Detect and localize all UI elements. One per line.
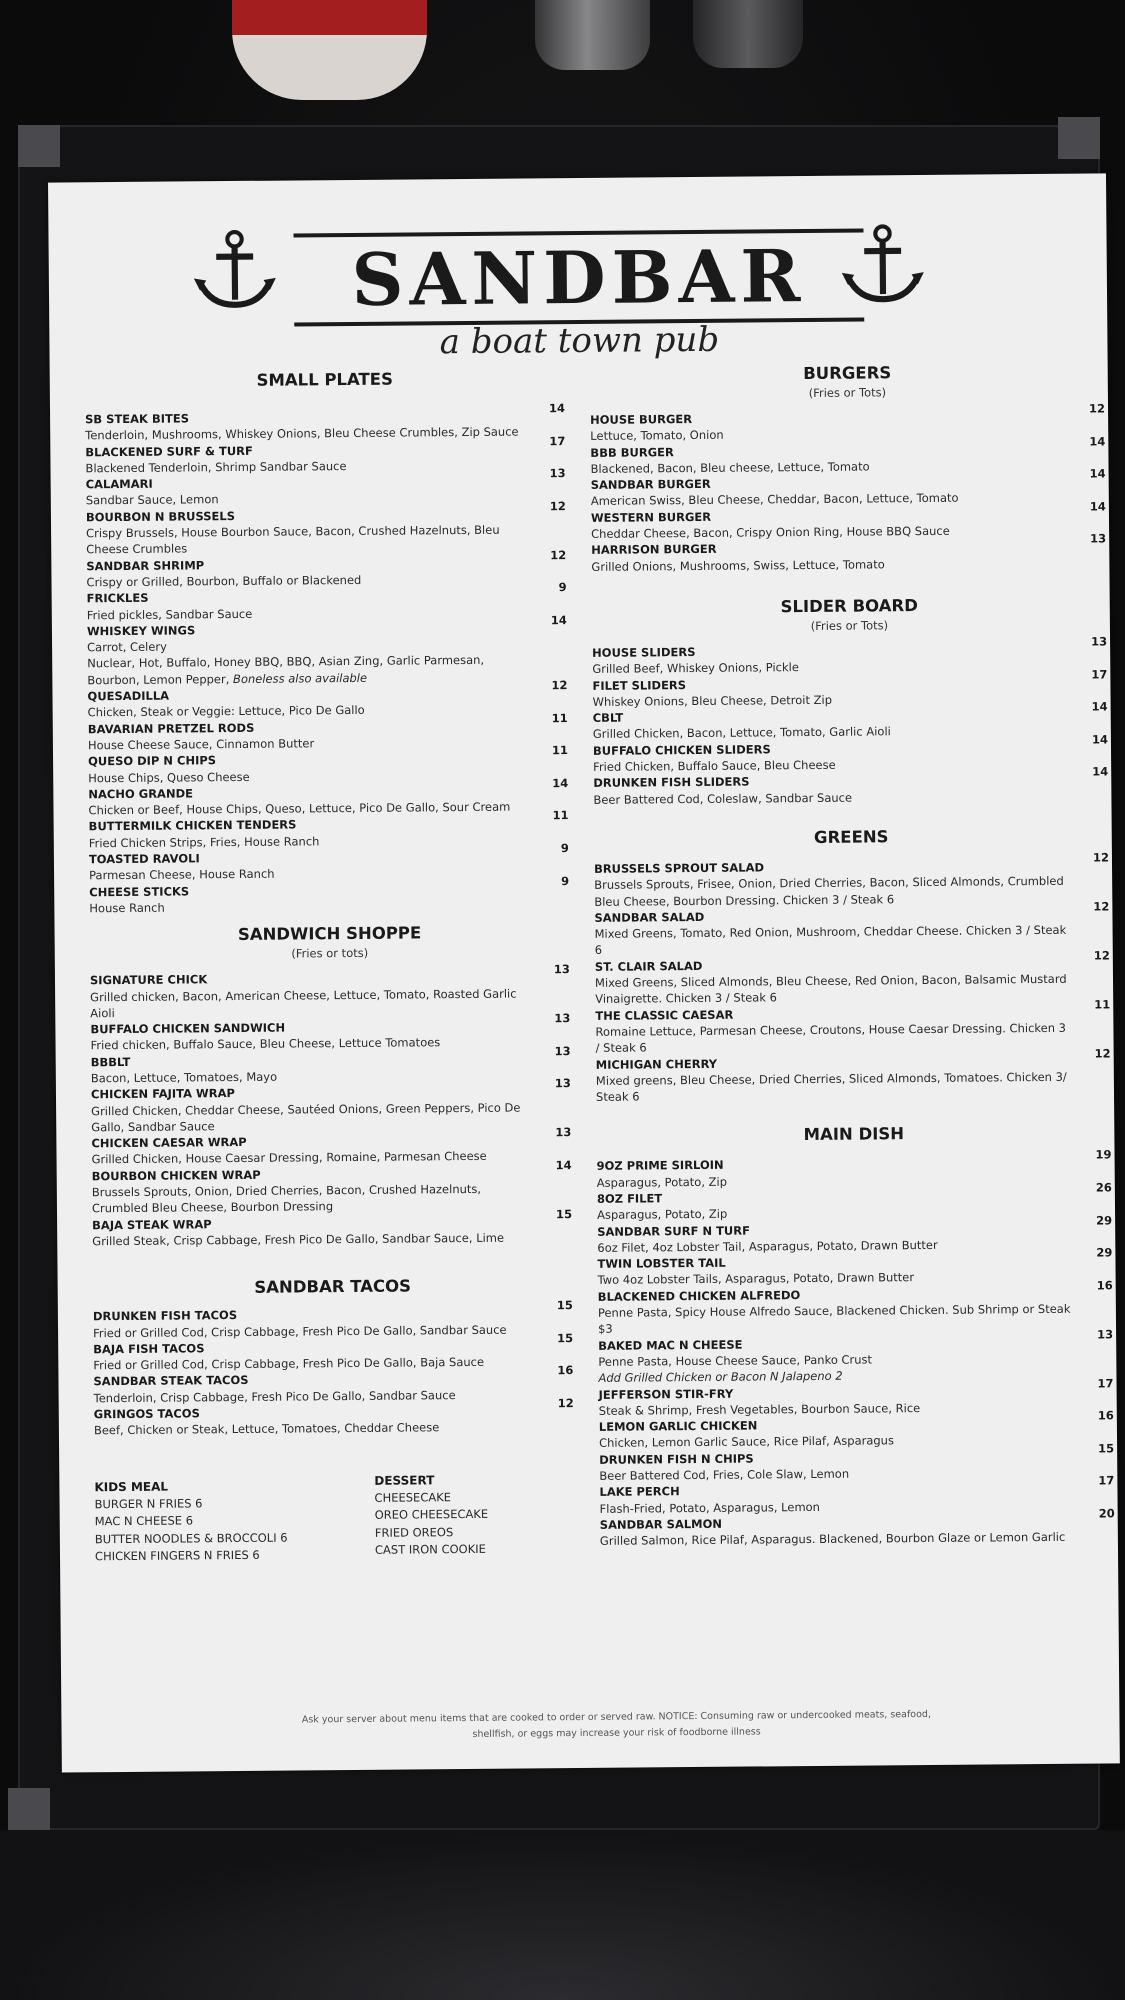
item-name: FRICKLES [86,591,149,606]
item-price: 13 [549,466,566,481]
item-name: CHEESE STICKS [89,884,190,899]
item-price: 14 [550,612,567,628]
item-name: 8OZ FILET [596,1191,663,1206]
item-price: 14 [555,1157,572,1172]
item-name: FILET SLIDERS [592,677,687,693]
section-title: BURGERS [803,363,892,384]
folder-corner-top-right [1058,117,1100,159]
item-name: ST. CLAIR SALAD [594,958,703,974]
item-desc: Grilled Chicken, Bacon, Lettuce, Tomato, Garlic Aioli [592,724,891,742]
item-price: 14 [548,401,566,416]
item-price: 14 [1089,499,1106,514]
item-desc: Blackened, Bacon, Bleu cheese, Lettuce, Tomato [590,459,870,476]
kids-meal-item: BURGER N FRIES 6 [94,1495,203,1511]
item-desc: Fried or Grilled Cod, Crisp Cabbage, Fresh Pico De Gallo, Sandbar Sauce [92,1322,507,1340]
item-desc: Crispy or Grilled, Bourbon, Buffalo or Blackened [86,572,362,590]
section-title: SANDWICH SHOPPE [237,923,422,945]
item-price: 13 [1090,531,1107,546]
item-desc: Beef, Chicken or Steak, Lettuce, Tomatoes, Cheddar Cheese [93,1420,440,1438]
section-greens [594,825,1111,1105]
item-name: SANDBAR SHRIMP [86,557,205,573]
item-name: SANDBAR SALAD [594,909,705,925]
item-name: TOASTED RAVOLI [88,851,200,867]
item-desc: Blackened Tenderloin, Shrimp Sandbar Sauce [85,458,347,476]
item-price: 17 [1097,1375,1114,1391]
item-desc: Fried Chicken, Buffalo Sauce, Bleu Cheese [593,757,836,774]
item-name: HOUSE BURGER [590,412,693,427]
item-name: BUTTERMILK CHICKEN TENDERS [88,817,297,834]
brand-logo: SANDBAR [293,229,864,327]
menu-item [86,547,567,591]
item-desc: Fried or Grilled Cod, Crisp Cabbage, Fresh Pico De Gallo, Baja Sauce [93,1354,485,1373]
item-price: 11 [1094,996,1111,1012]
item-desc: Romaine Lettuce, Parmesan Cheese, Croutons, House Caesar Dressing. Chicken 3 / Steak 6 [595,1020,1067,1056]
item-name: NACHO GRANDE [88,786,194,802]
item-price: 17 [1098,1473,1115,1488]
item-desc-note: Boneless also available [232,670,368,686]
section-small-plates [85,368,570,916]
item-price: 13 [1097,1327,1114,1342]
item-desc: Bacon, Lettuce, Tomatoes, Mayo [90,1069,278,1086]
item-name: 9OZ PRIME SIRLOIN [596,1158,724,1174]
kids-meal [94,1477,345,1566]
item-name: DRUNKEN FISH N CHIPS [599,1451,754,1467]
item-price: 15 [555,1206,573,1221]
kids-dessert-block [94,1472,575,1579]
item-desc: Chicken, Lemon Garlic Sauce, Rice Pilaf, Asparagus [598,1433,894,1451]
item-desc: Steak & Shrimp, Fresh Vegetables, Bourbon Sauce, Rice [598,1400,921,1418]
item-price: 15 [557,1330,574,1346]
item-name: GRINGOS TACOS [93,1406,200,1422]
item-desc: Two 4oz Lobster Tails, Asparagus, Potato, Drawn Butter [597,1270,915,1288]
item-desc: Fried pickles, Sandbar Sauce [86,606,253,622]
item-price: 15 [556,1298,573,1313]
item-desc-flavors: Nuclear, Hot, Buffalo, Honey BBQ, BBQ, Asian Zing, Garlic Parmesan, Bourbon, Lemon Pepper, [87,653,485,688]
ketchup-bottle [232,0,427,100]
item-price: 29 [1096,1212,1113,1228]
item-name: BUFFALO CHICKEN SLIDERS [592,742,771,758]
item-price: 16 [1097,1408,1114,1423]
item-price: 16 [1096,1278,1113,1293]
folder-corner-bottom-left [8,1788,50,1830]
anchor-icon [193,229,276,312]
item-name: QUESADILLA [87,688,170,704]
item-price: 15 [1098,1441,1115,1456]
item-price: 11 [552,808,569,823]
item-name: THE CLASSIC CAESAR [595,1007,734,1023]
item-desc: Tenderloin, Crisp Cabbage, Fresh Pico De Gallo, Sandbar Sauce [93,1387,456,1405]
item-name: SANDBAR SALMON [599,1516,723,1532]
item-name: CBLT [592,710,624,726]
item-name: BAKED MAC N CHEESE [598,1337,743,1353]
item-desc: Beer Battered Cod, Fries, Cole Slaw, Lemon [599,1466,850,1483]
item-desc: Lettuce, Tomato, Onion [590,428,724,444]
item-desc: Chicken, Steak or Veggie: Lettuce, Pico De Gallo [87,703,365,720]
item-name: BBB BURGER [590,444,674,460]
item-price: 12 [1092,850,1110,865]
section-note: (Fries or tots) [291,946,369,961]
item-price: 12 [550,547,567,562]
item-desc: Grilled Steak, Crisp Cabbage, Fresh Pico De Gallo, Sandbar Sauce, Lime [92,1230,505,1249]
section-title: SANDBAR TACOS [254,1276,412,1298]
item-price: 14 [552,775,569,791]
item-price: 11 [551,743,569,758]
section-slider-board [592,594,1109,807]
item-price: 17 [1091,666,1108,682]
item-desc: Beer Battered Cod, Coleslaw, Sandbar Sauce [593,790,853,807]
section-main-dish [596,1123,1115,1550]
item-name: CALAMARI [85,476,153,492]
item-name: CHICKEN FAJITA WRAP [90,1086,235,1102]
item-desc: Brussels Sprouts, Onion, Dried Cherries, Bacon, Crushed Hazelnuts, Crumbled Bleu Cheese, Bourbon Dressing [91,1181,482,1216]
item-name: SANDBAR STEAK TACOS [93,1373,249,1389]
item-price: 13 [554,1011,571,1026]
item-name: BAJA FISH TACOS [93,1341,205,1357]
item-name: DRUNKEN FISH SLIDERS [593,774,750,791]
kids-meal-item: MAC N CHEESE 6 [94,1513,194,1529]
section-sandwich-shoppe [90,922,573,1249]
pepper-shaker [693,0,803,68]
menu-item [592,634,1108,677]
menu-item [594,948,1110,1007]
item-desc: Cheddar Cheese, Bacon, Crispy Onion Ring, House BBQ Sauce [591,523,950,541]
item-name: SANDBAR SURF N TURF [597,1223,750,1239]
item-price: 12 [549,498,566,514]
item-name: JEFFERSON STIR-FRY [598,1386,734,1402]
menu-item [92,1206,573,1250]
dessert-item: FRIED OREOS [374,1524,454,1540]
item-price: 29 [1096,1245,1113,1260]
item-name: WHISKEY WINGS [86,623,196,639]
item-price: 12 [1093,948,1110,963]
item-desc: Mixed Greens, Sliced Almonds, Bleu Cheese, Red Onion, Bacon, Balsamic Mustard Vinaigrette. Chicken 3 / Steak 6 [594,971,1067,1007]
item-desc: Asparagus, Potato, Zip [596,1207,728,1223]
item-desc: Grilled Salmon, Rice Pilaf, Asparagus. Blackened, Bourbon Glaze or Lemon Garlic [599,1530,1066,1549]
item-price: 16 [557,1363,574,1378]
item-name: BBBLT [90,1054,131,1069]
item-name: HOUSE SLIDERS [592,644,696,660]
item-desc: Mixed Greens, Tomato, Red Onion, Mushroom, Cheddar Cheese. Chicken 3 / Steak 6 [594,922,1067,958]
item-name: HARRISON BURGER [591,542,717,558]
item-desc: American Swiss, Bleu Cheese, Cheddar, Bacon, Lettuce, Tomato [590,491,959,509]
item-price: 12 [1094,1045,1111,1061]
item-desc: Crispy Brussels, House Bourbon Sauce, Bacon, Crushed Hazelnuts, Bleu Cheese Crumbles [86,522,500,557]
item-desc: Flash-Fried, Potato, Asparagus, Lemon [599,1499,820,1516]
tagline: a boat town pub [439,319,720,363]
blurred-foreground [0,1830,1125,2000]
item-desc: Grilled Onions, Mushrooms, Swiss, Lettuce, Tomato [591,557,885,574]
item-desc: Carrot, Celery [87,639,167,655]
item-desc: Grilled Chicken, Cheddar Cheese, Sautéed Onions, Green Peppers, Pico De Gallo, Sandbar Sauce [91,1100,521,1135]
item-price: 14 [1092,764,1109,779]
item-name: QUESO DIP N CHIPS [88,753,217,769]
item-name: TWIN LOBSTER TAIL [597,1255,726,1272]
item-desc: Grilled Chicken, House Caesar Dressing, Romaine, Parmesan Cheese [91,1149,487,1167]
item-name: LEMON GARLIC CHICKEN [598,1418,758,1434]
item-desc: Sandbar Sauce, Lemon [85,492,219,508]
folder-corner-top-left [18,125,60,167]
dessert-item: OREO CHEESECAKE [374,1506,489,1522]
section-title: MAIN DISH [803,1124,905,1145]
item-price: 17 [549,433,566,448]
kids-meal-item: BUTTER NOODLES & BROCCOLI 6 [94,1530,288,1546]
item-price: 13 [554,1076,571,1091]
section-sandbar-tacos [93,1275,574,1439]
menu-item [590,401,1106,444]
dessert-item: CHEESECAKE [374,1489,452,1505]
item-desc: Parmesan Cheese, House Ranch [89,866,275,883]
item-name: SB STEAK BITES [85,411,190,427]
kids-meal-title: KIDS MEAL [94,1479,169,1494]
item-desc: House Ranch [89,900,165,916]
kids-meal-item: CHICKEN FINGERS N FRIES 6 [94,1547,260,1564]
item-name: DRUNKEN FISH TACOS [92,1308,238,1324]
menu-item [92,1298,573,1341]
item-name: BUFFALO CHICKEN SANDWICH [90,1020,286,1037]
menu-item [595,996,1111,1056]
item-desc: Penne Pasta, House Cheese Sauce, Panko Crust [598,1352,873,1369]
salt-shaker [535,0,650,70]
item-name: BLACKENED SURF & TURF [85,443,253,459]
item-price: 14 [1089,433,1106,449]
item-price: 13 [553,962,570,977]
item-name: CHICKEN CAESAR WRAP [91,1135,247,1151]
item-price: 12 [1093,899,1110,914]
section-title: GREENS [813,827,889,847]
item-desc [87,652,527,688]
item-price: 13 [554,1043,571,1058]
item-price: 9 [558,580,567,595]
menu-item [593,850,1110,909]
item-price: 12 [551,678,568,693]
item-desc: Penne Pasta, Spicy House Alfredo Sauce, Blackened Chicken. Sub Shrimp or Steak $3 [597,1301,1071,1337]
menu-item [598,1327,1114,1386]
item-price: 14 [1089,466,1106,481]
section-title: SMALL PLATES [256,369,394,390]
item-desc: Mixed greens, Bleu Cheese, Dried Cherries, Sliced Almonds, Tomatoes. Chicken 3/ Steak 6 [595,1069,1067,1104]
section-burgers [590,361,1107,574]
item-desc: Fried chicken, Buffalo Sauce, Bleu Cheese, Lettuce Tomatoes [90,1035,441,1053]
item-desc: Brussels Sprouts, Frisee, Onion, Dried Cherries, Bacon, Sliced Almonds, Crumbled Bleu Cheese, Bourbon Dressing. Chicken 3 / Steak 6 [594,874,1064,909]
item-name: SANDBAR BURGER [590,477,711,493]
item-name: BAJA STEAK WRAP [92,1216,212,1232]
menu-item [595,1045,1111,1105]
menu-item [89,962,570,1021]
item-name: BOURBON N BRUSSELS [85,508,236,525]
food-safety-notice: Ask your server about menu items that are cooked to order or served raw. NOTICE: Consuming raw or undercooked meats, seafood, shellfish, or eggs may increase your risk of foodborne illness [301,1708,932,1740]
item-price: 12 [557,1396,574,1411]
item-name: MICHIGAN CHERRY [595,1056,718,1072]
section-note: (Fries or Tots) [808,385,887,400]
item-price: 19 [1095,1147,1112,1162]
item-desc: Grilled chicken, Bacon, American Cheese, Lettuce, Tomato, Roasted Garlic Aioli [90,986,517,1021]
menu-item [90,1011,571,1054]
item-name: BOURBON CHICKEN WRAP [91,1167,261,1184]
item-price: 9 [560,841,569,856]
dessert-item: CAST IRON COOKIE [374,1541,486,1557]
right-column [590,361,1115,1549]
item-price: 11 [551,710,568,725]
dessert-title: DESSERT [374,1472,435,1488]
item-name: BRUSSELS SPROUT SALAD [593,860,765,876]
item-desc: Grilled Beef, Whiskey Onions, Pickle [592,660,799,677]
item-price: 9 [561,873,570,888]
item-desc: Chicken or Beef, House Chips, Queso, Lettuce, Pico De Gallo, Sour Cream [88,799,511,818]
menu-item [596,1180,1112,1223]
item-desc: 6oz Filet, 4oz Lobster Tail, Asparagus, Potato, Drawn Butter [597,1237,938,1255]
left-column [85,368,576,1579]
item-name: SIGNATURE CHICK [89,972,208,988]
dessert [374,1471,575,1560]
section-note: (Fries or Tots) [810,618,889,633]
item-name: LAKE PERCH [599,1484,680,1500]
item-price: 14 [1091,732,1108,747]
item-price: 14 [1091,699,1108,714]
menu-sheet [48,173,1120,1772]
item-desc: Tenderloin, Mushrooms, Whiskey Onions, Bleu Cheese Crumbles, Zip Sauce [85,424,519,443]
section-title: SLIDER BOARD [780,596,918,617]
item-name: BAVARIAN PRETZEL RODS [87,720,255,736]
item-desc: Whiskey Onions, Bleu Cheese, Detroit Zip [592,692,833,709]
item-name: WESTERN BURGER [590,509,712,525]
item-desc-note: Add Grilled Chicken or Bacon N Jalapeno 2 [598,1368,843,1386]
item-price: 13 [1090,634,1108,649]
item-desc: Fried Chicken Strips, Fries, House Ranch [88,833,320,851]
item-desc: Asparagus, Potato, Zip [596,1174,728,1190]
item-desc: House Chips, Queso Cheese [88,769,250,785]
item-price: 20 [1098,1506,1115,1521]
menu-item [594,899,1110,958]
item-price: 26 [1095,1180,1112,1195]
menu-item [85,401,566,444]
item-price: 12 [1088,401,1106,416]
item-price: 13 [555,1125,572,1140]
item-name: BLACKENED CHICKEN ALFREDO [597,1287,801,1304]
menu-item [91,1125,572,1168]
item-desc: House Cheese Sauce, Cinnamon Butter [87,736,315,753]
menu-item [596,1147,1112,1191]
